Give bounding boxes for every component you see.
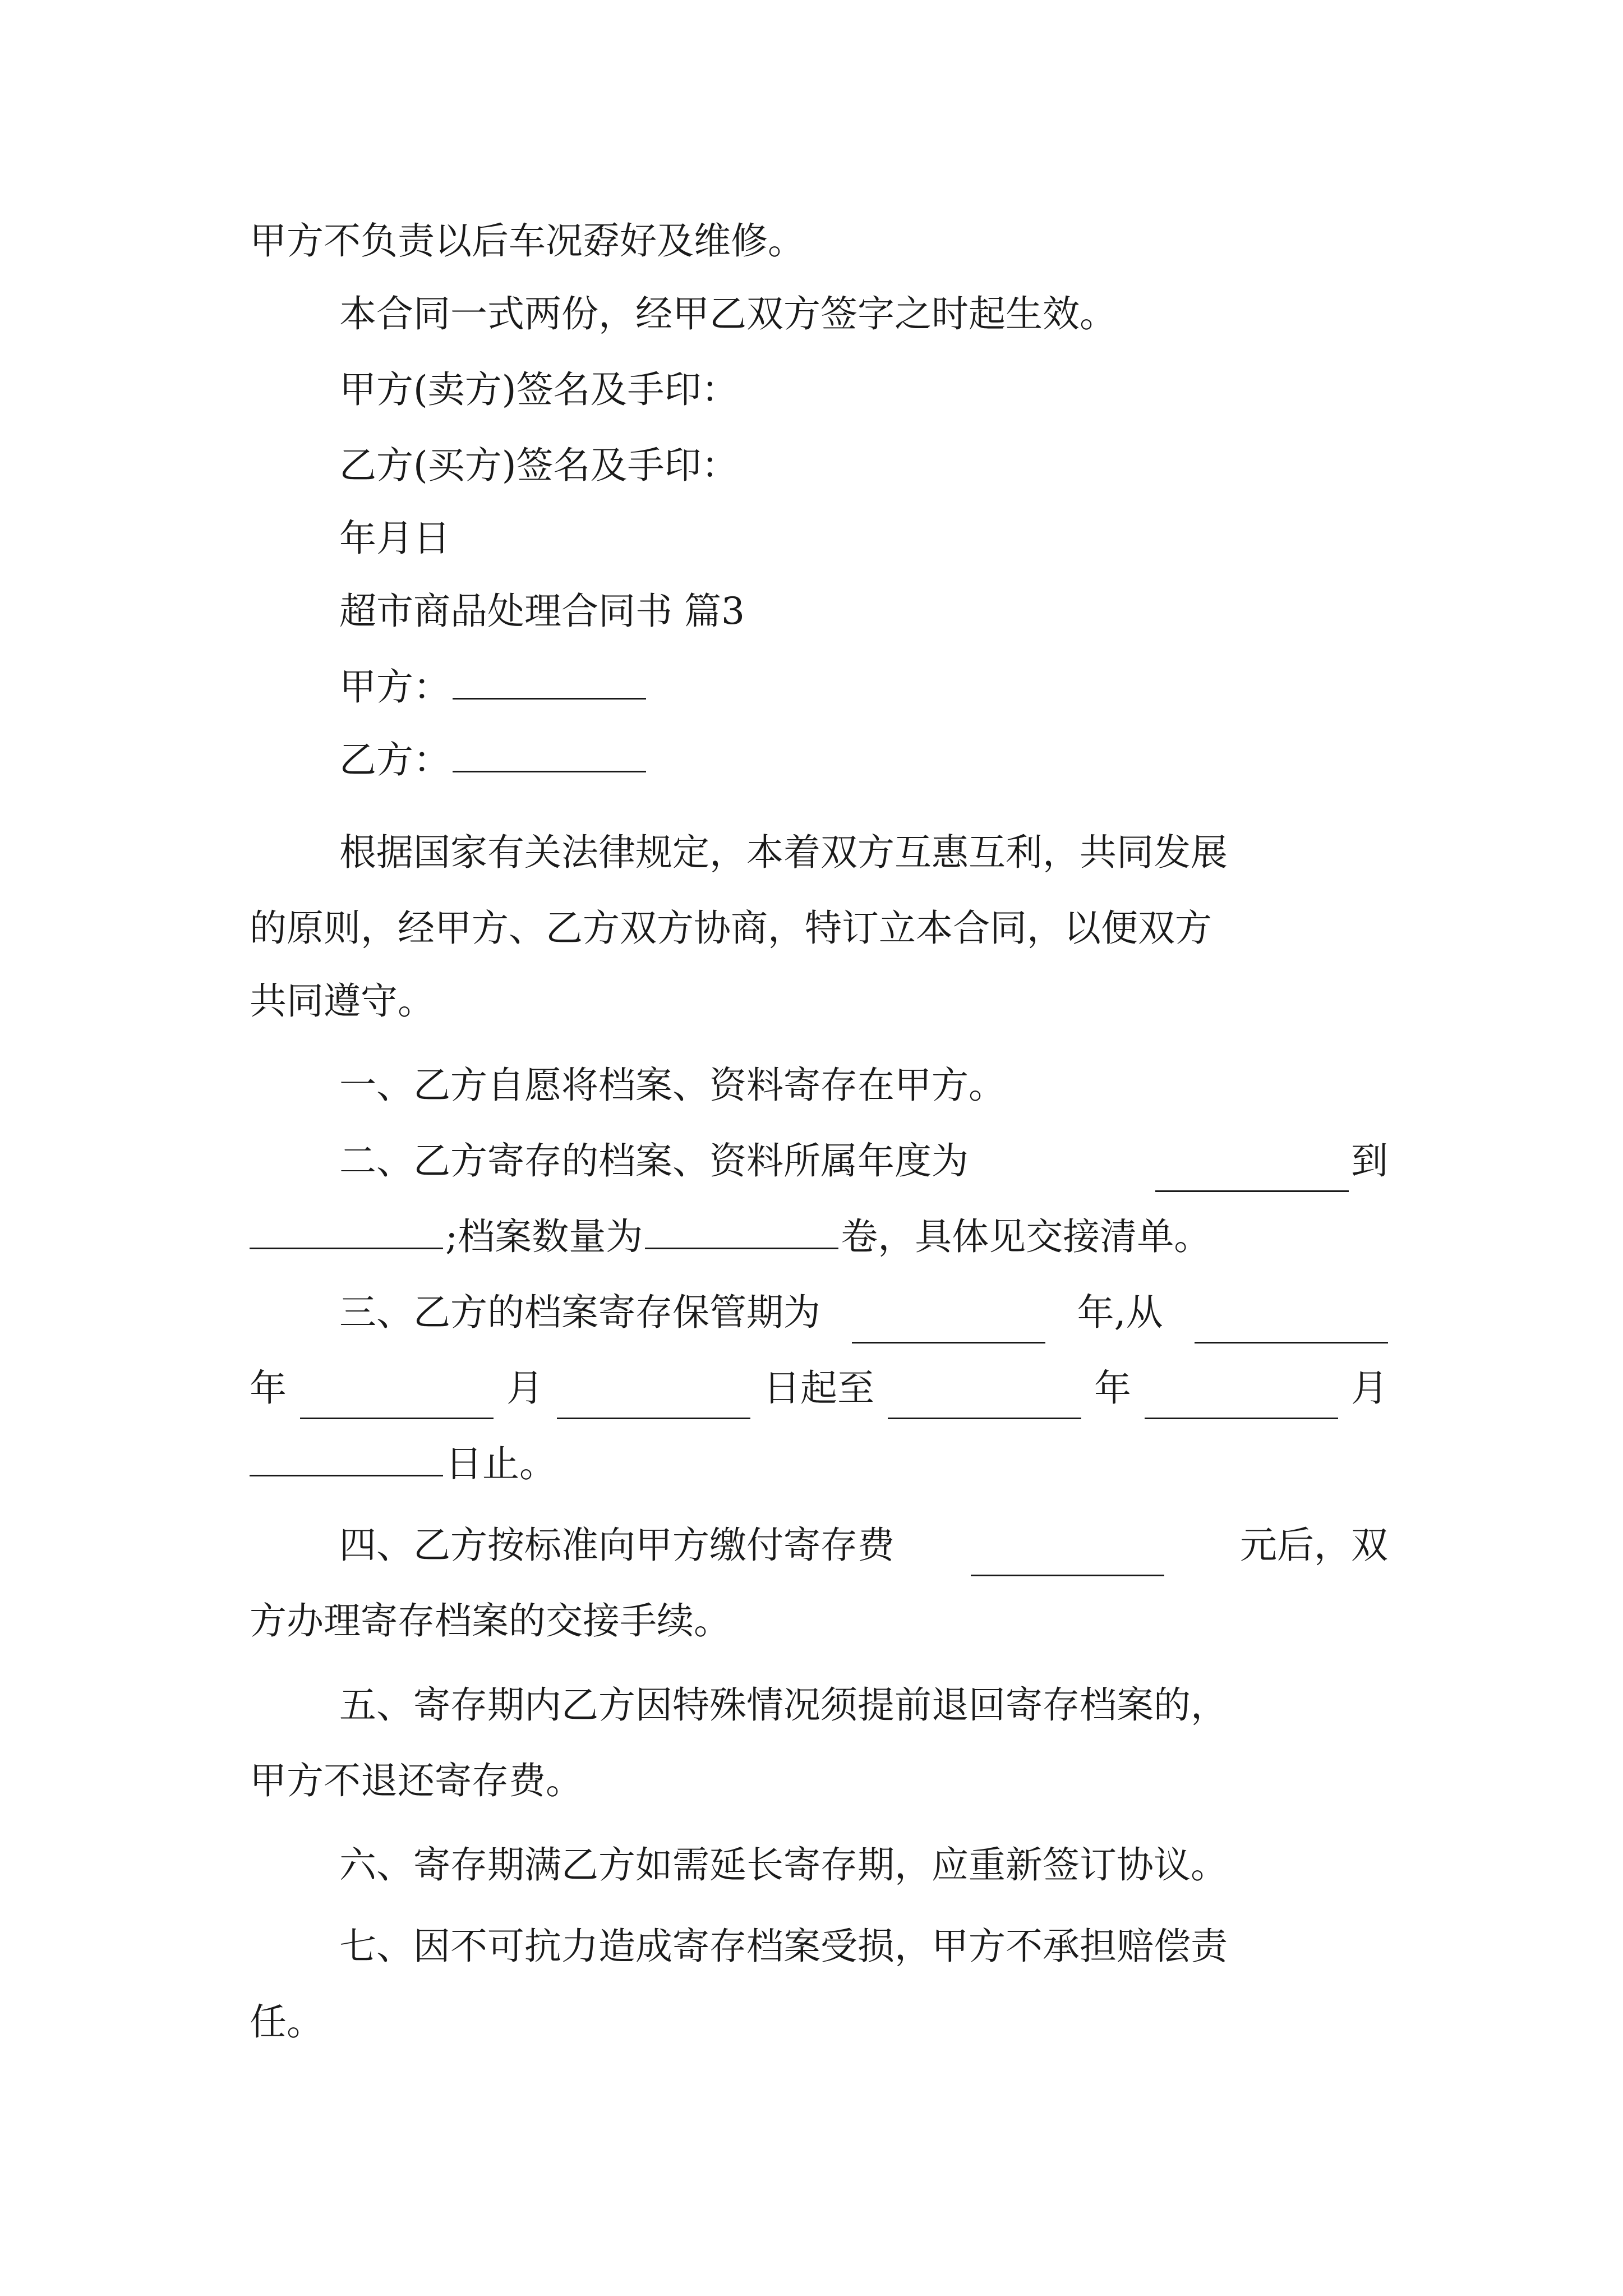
clause-5: 五、寄存期内乙方因特殊情况须提前退回寄存档案的， bbox=[339, 1683, 1228, 1727]
fill-blank bbox=[250, 1215, 443, 1249]
fill-blank bbox=[557, 1385, 750, 1419]
text-line: 根据国家有关法律规定，本着双方互惠互利，共同发展 bbox=[339, 831, 1228, 874]
clause-7: 七、因不可抗力造成寄存档案受损，甲方不承担赔偿责 bbox=[339, 1925, 1228, 1968]
clause-4-text: 四、乙方按标准向甲方缴付寄存费 bbox=[339, 1524, 895, 1567]
clause-3 bbox=[339, 1282, 1388, 1343]
clause-2-cont bbox=[250, 1206, 1388, 1268]
month-label: 月 bbox=[506, 1366, 543, 1410]
party-b-line bbox=[339, 729, 1388, 791]
signature-line-seller: 甲方(卖方)签名及手印： bbox=[339, 368, 739, 411]
fill-blank bbox=[1145, 1385, 1338, 1419]
clause-6: 六、寄存期满乙方如需延长寄存期，应重新签订协议。 bbox=[339, 1843, 1228, 1887]
clause-4-after: 元后，双 bbox=[1240, 1524, 1388, 1567]
clause-2-volume: 卷，具体见交接清单。 bbox=[841, 1215, 1211, 1258]
text-line: 本合同一式两份，经甲乙双方签字之时起生效。 bbox=[339, 292, 1117, 335]
text-line: 的原则，经甲方、乙方双方协商，特订立本合同，以便双方 bbox=[250, 907, 1212, 950]
date-line: 年月日 bbox=[339, 517, 450, 560]
clause-4 bbox=[339, 1515, 1388, 1576]
clause-2-count-label: ;档案数量为 bbox=[445, 1215, 643, 1258]
signature-line-buyer: 乙方(买方)签名及手印： bbox=[339, 444, 739, 487]
fill-blank bbox=[300, 1385, 494, 1419]
section-title: 超市商品处理合同书 篇3 bbox=[339, 590, 745, 633]
clause-3-from: 年,从 bbox=[1077, 1291, 1163, 1334]
fill-blank bbox=[1195, 1309, 1388, 1343]
clause-2-to: 到 bbox=[1351, 1139, 1388, 1182]
party-a-line bbox=[339, 656, 1388, 718]
fill-blank bbox=[453, 738, 646, 772]
day-to-label: 日起至 bbox=[763, 1366, 874, 1410]
party-b-label: 乙方： bbox=[339, 738, 450, 781]
clause-5-cont: 甲方不退还寄存费。 bbox=[250, 1759, 583, 1802]
clause-2 bbox=[339, 1130, 1388, 1192]
clause-2-text: 二、乙方寄存的档案、资料所属年度为 bbox=[339, 1139, 969, 1182]
clause-4-cont: 方办理寄存档案的交接手续。 bbox=[250, 1599, 731, 1642]
clause-3-text: 三、乙方的档案寄存保管期为 bbox=[339, 1291, 820, 1334]
clause-7-cont: 任。 bbox=[250, 2000, 324, 2044]
text-line: 共同遵守。 bbox=[250, 979, 435, 1023]
year-label: 年 bbox=[1094, 1366, 1131, 1410]
fill-blank bbox=[852, 1309, 1045, 1343]
fill-blank bbox=[645, 1215, 838, 1249]
fill-blank bbox=[888, 1385, 1081, 1419]
year-label: 年 bbox=[250, 1366, 287, 1410]
fill-blank bbox=[250, 1442, 443, 1476]
month-label: 月 bbox=[1351, 1366, 1388, 1410]
party-a-label: 甲方： bbox=[339, 665, 450, 708]
clause-3-cont bbox=[250, 1358, 1388, 1419]
clause-3-end bbox=[250, 1433, 1388, 1495]
fill-blank bbox=[971, 1542, 1164, 1576]
day-end-label: 日止。 bbox=[445, 1442, 556, 1485]
clause-1: 一、乙方自愿将档案、资料寄存在甲方。 bbox=[339, 1064, 1006, 1107]
text-line: 甲方不负责以后车况孬好及维修。 bbox=[250, 219, 805, 263]
fill-blank bbox=[1155, 1158, 1349, 1192]
fill-blank bbox=[453, 665, 646, 700]
